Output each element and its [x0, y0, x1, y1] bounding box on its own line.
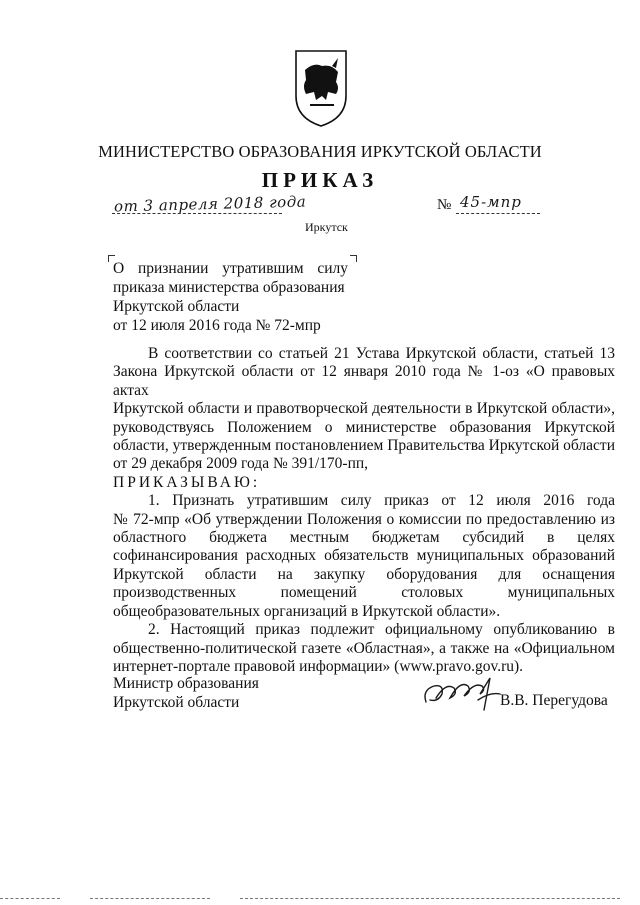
subject-line	[113, 259, 348, 278]
body-line: Иркутской области на закупку оборудования для оснащения	[113, 565, 615, 583]
handwritten-number: 45-мпр	[460, 193, 522, 211]
footer-rule	[0, 898, 60, 899]
handwritten-signature	[420, 672, 506, 714]
subject-word: О	[113, 260, 125, 277]
subject-line: Иркутской области	[113, 298, 240, 315]
position-line: Иркутской области	[113, 694, 240, 711]
ministry-name: МИНИСТЕРСТВО ОБРАЗОВАНИЯ ИРКУТСКОЙ ОБЛАСТИ	[98, 142, 542, 161]
subject-line: приказа министерства образования	[113, 279, 345, 296]
order-subject	[113, 259, 348, 335]
subject-line: от 12 июля 2016 года № 72-мпр	[113, 317, 321, 334]
city-name: Иркутск	[305, 220, 348, 234]
order-body	[113, 345, 615, 676]
coat-of-arms-emblem	[292, 48, 350, 128]
body-line: областного бюджета местным бюджетам субсидий в целях	[113, 529, 615, 547]
document-title: ПРИКАЗ	[261, 168, 379, 192]
body-line: 2. Настоящий приказ подлежит официальному опубликованию в	[148, 621, 615, 639]
body-line: области, утвержденным постановлением Правительства Иркутской области	[113, 437, 615, 455]
body-line: Иркутской области и правотворческой деятельности в Иркутской области»,	[113, 400, 615, 418]
body-line: № 72-мпр «Об утверждении Положения о комиссии по предоставлению из	[113, 510, 615, 528]
number-underline	[456, 213, 540, 214]
body-line: от 29 декабря 2009 года № 391/170-пп,	[113, 455, 369, 473]
subject-word: признании	[137, 260, 209, 277]
body-line: В соответствии со статьей 21 Устава Иркутской области, статьей 13	[148, 345, 615, 362]
order-word: ПРИКАЗЫВАЮ:	[113, 473, 261, 491]
footer-rule	[90, 898, 210, 899]
number-sign: №	[437, 197, 452, 213]
body-line: интернет-портале правовой информации» (www.pravo.gov.ru).	[113, 657, 524, 675]
body-line: производственных помещений столовых муниципальных	[113, 584, 615, 602]
date-underline	[112, 213, 282, 214]
subject-word: силу	[317, 260, 348, 277]
signer-position	[113, 674, 259, 712]
body-line: общественно-политической газете «Областная», а также на «Официальном	[113, 639, 615, 657]
signer-name: В.В. Перегудова	[500, 692, 608, 709]
footer-rule	[240, 898, 620, 899]
handwritten-date: от 3 апреля 2018 года	[113, 192, 307, 216]
body-line: Закона Иркутской области от 12 января 2010 года № 1-оз «О правовых актах	[113, 363, 615, 399]
body-line: руководствуясь Положением о министерстве образования Иркутской	[113, 418, 615, 436]
body-line: общеобразовательных организаций в Иркутской области».	[113, 602, 501, 620]
body-line: 1. Признать утратившим силу приказ от 12 июля 2016 года	[148, 492, 615, 510]
body-line: софинансирования расходных обязательств муниципальных образований	[113, 547, 615, 565]
position-line: Министр образования	[113, 675, 259, 692]
subject-word: утратившим	[222, 260, 304, 277]
corner-mark-right	[350, 255, 357, 262]
